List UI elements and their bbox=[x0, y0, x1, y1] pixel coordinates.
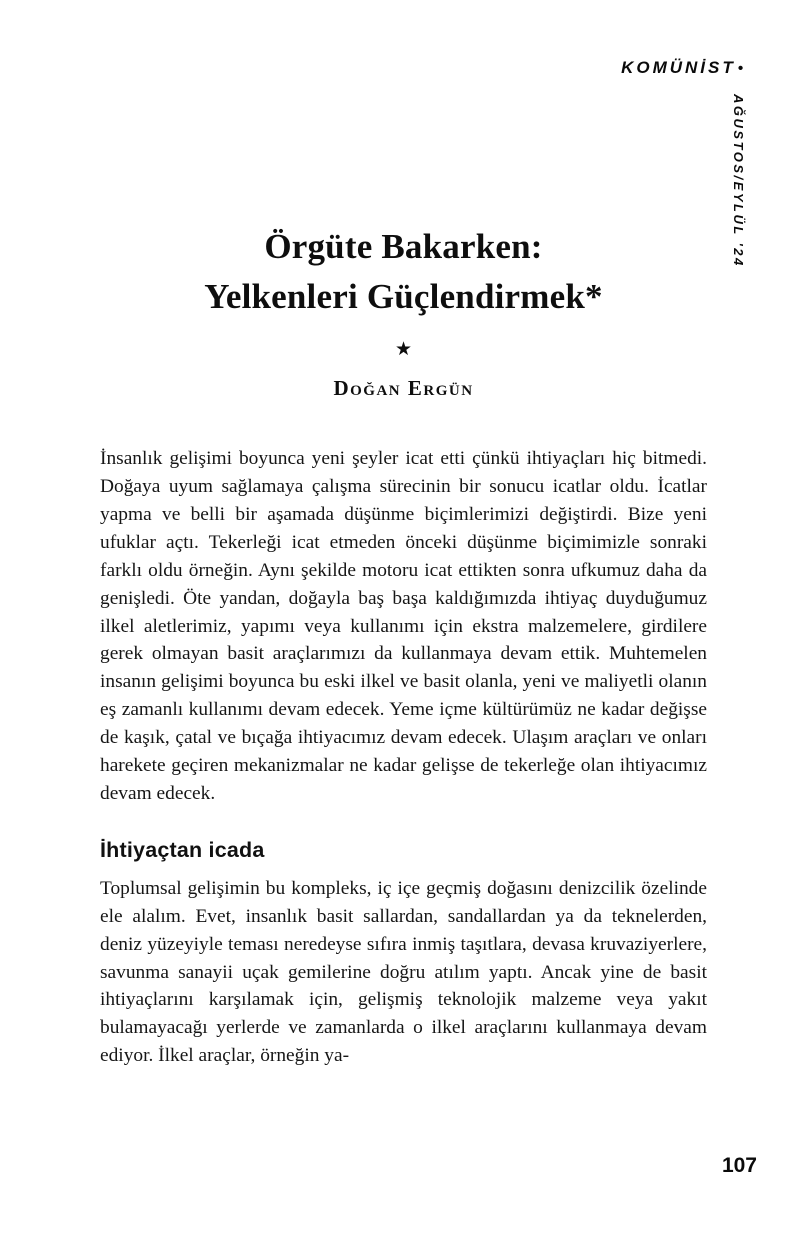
body-paragraph-1: İnsanlık gelişimi boyunca yeni şeyler icat etti çünkü ihtiyaçları hiç bitmedi. Doğaya uyum sağlamaya çalışma sürecinin bir sonucu icatlar oldu. İcatlar yapma ve belli bir aşamada düşünme biçimlerimizi değiştirdi. Bize yeni ufuklar açtı. Tekerleği icat etmeden önceki düşünme biçimimizle sonraki farklı oldu örneğin. Aynı şekilde motoru icat ettikten sonra ufkumuz daha da genişledi. Öte yandan, doğayla baş başa kaldığımızda ihtiyaç duyduğumuz ilkel aletlerimiz, yapımı veya kullanımı için ekstra malzemelere, girdilere gerek olmayan basit araçlarımızı da kullanmaya devam ettik. Muhtemelen insanın gelişimi boyunca bu eski ilkel ve basit olanla, yeni ve maliyetli olanın eş zamanlı kullanımı devam edecek. Yeme içme kültürümüz ne kadar değişse de kaşık, çatal ve bıçağa ihtiyacımız devam edecek. Ulaşım araçları ve onları harekete geçiren mekanizmalar ne kadar gelişse de tekerleğe olan ihtiyacımız devam edecek. bbox=[100, 448, 707, 804]
page-number: 107 bbox=[721, 1154, 757, 1177]
star-icon: ★ bbox=[394, 339, 413, 361]
article-title-line2: Yelkenleri Güçlendirmek* bbox=[204, 276, 603, 316]
article-content bbox=[100, 222, 707, 1070]
section-heading: İhtiyaçtan icada bbox=[100, 837, 265, 862]
masthead bbox=[621, 58, 743, 78]
body-paragraph-2: Toplumsal gelişimin bu kompleks, iç içe geçmiş doğasını denizcilik özelinde ele alalım. Evet, insanlık basit sallardan, sandallardan ya da teknelerden, deniz yüzeyiyle teması neredeyse sıfıra inmiş taşıtlara, devasa kruvaziyerlere, savunma sanayii uçak gemilerine doğru atılım yaptı. Ancak yine de basit ihtiyaçlarını karşılamak için, gelişmiş teknolojik malzeme veya yakıt bulamayacağı yerlerde ve zamanlarda o ilkel araçlarını kullanmaya devam ediyor. İlkel araçlar, örneğin ya- bbox=[100, 877, 707, 1067]
masthead-bullet-icon: • bbox=[737, 60, 743, 77]
masthead-title: KOMÜNİST bbox=[621, 58, 736, 77]
article-title-line1: Örgüte Bakarken: bbox=[264, 227, 543, 266]
article-title bbox=[100, 222, 707, 321]
author-byline: Doğan Ergün bbox=[333, 376, 474, 401]
issue-date: AĞUSTOS/EYLÜL '24 bbox=[731, 94, 746, 268]
